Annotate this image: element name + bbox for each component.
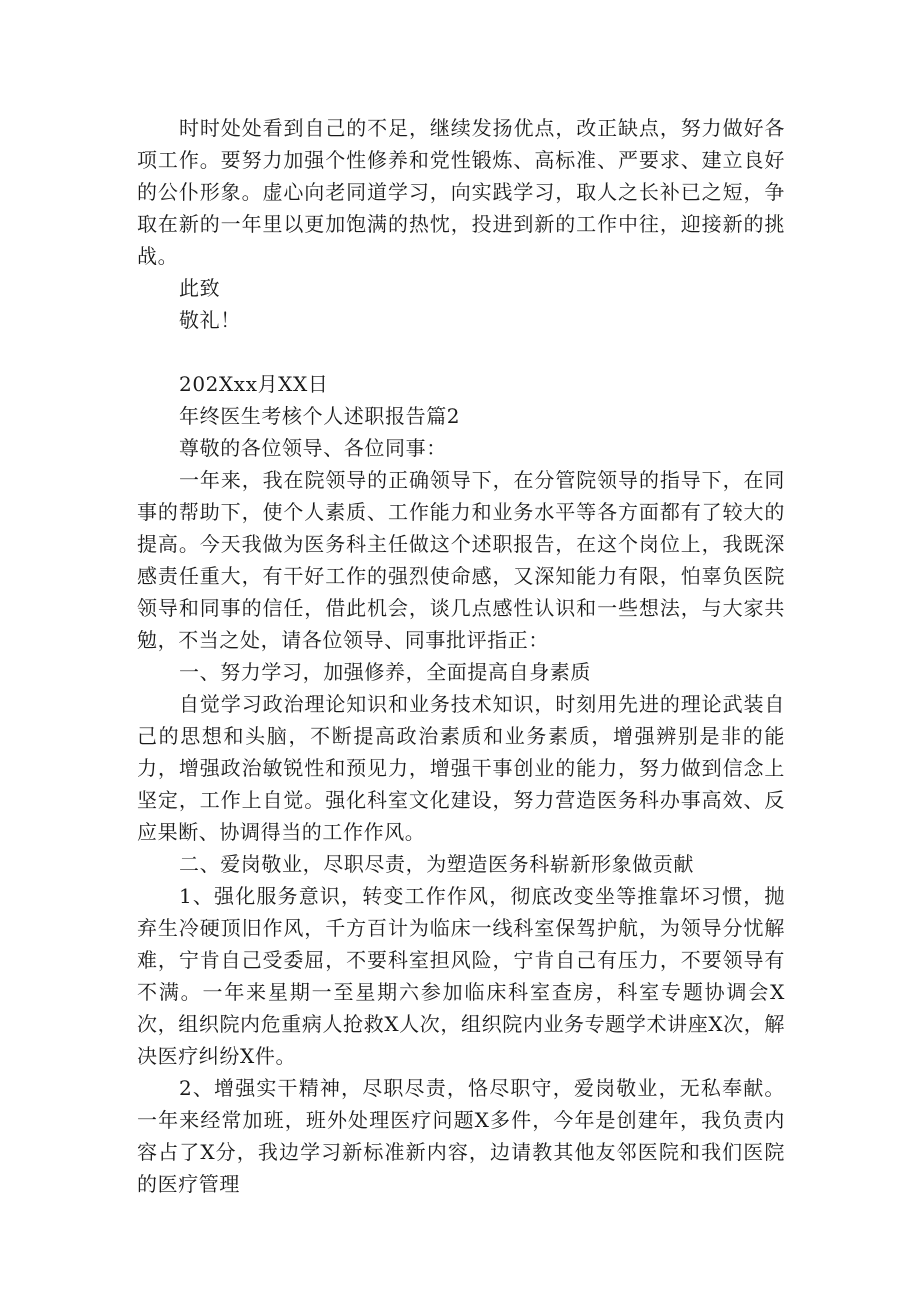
document-date: 202Xxx月XX日 — [179, 372, 329, 396]
salutation-jing-li: 敬礼！ — [179, 308, 241, 332]
document-body — [137, 112, 785, 1200]
paragraph-study: 自觉学习政治理论知识和业务技术知识，时刻用先进的理论武装自己的思想和头脑，不断提高政治素质和业务素质，增强辨别是非的能力，增强政治敏锐性和预见力，增强干事创业的能力，努力做到信念上坚定，工作上自觉。强化科室文化建设，努力营造医务科办事高效、反应果断、协调得当的工作作风。 — [137, 692, 785, 844]
heading-part-one: 一、努力学习，加强修养，全面提高自身素质 — [179, 660, 591, 684]
heading-part-two: 二、爱岗敬业，尽职尽责，为塑造医务科崭新形象做贡献 — [179, 852, 694, 876]
section-title: 年终医生考核个人述职报告篇2 — [179, 404, 461, 428]
paragraph-intro: 一年来，我在院领导的正确领导下，在分管院领导的指导下，在同事的帮助下，使个人素质、工作能力和业务水平等各方面都有了较大的提高。今天我做为医务科主任做这个述职报告，在这个岗位上，我既深感责任重大，有干好工作的强烈使命感，又深知能力有限，怕辜负医院领导和同事的信任，借此机会，谈几点感性认识和一些想法，与大家共勉，不当之处，请各位领导、同事批评指正： — [137, 468, 785, 652]
greeting: 尊敬的各位领导、各位同事： — [179, 436, 447, 460]
paragraph-item-2: 2、增强实干精神，尽职尽责，恪尽职守，爱岗敬业，无私奉献。一年来经常加班，班外处理医疗问题X多件，今年是创建年，我负责内容占了X分，我边学习新标准新内容，边请教其他友邻医院和我们医院的医疗管理 — [137, 1076, 785, 1196]
paragraph-closing-remarks: 时时处处看到自己的不足，继续发扬优点，改正缺点，努力做好各项工作。要努力加强个性修养和党性锻炼、高标准、严要求、建立良好的公仆形象。虚心向老同道学习，向实践学习，取人之长补已之短，争取在新的一年里以更加饱满的热忱，投进到新的工作中往，迎接新的挑战。 — [137, 116, 785, 268]
salutation-ci-zhi: 此致 — [179, 276, 221, 300]
paragraph-item-1: 1、强化服务意识，转变工作作风，彻底改变坐等推靠坏习惯，抛弃生冷硬顶旧作风，千方百计为临床一线科室保驾护航，为领导分忧解难，宁肯自己受委屈，不要科室担风险，宁肯自己有压力，不要领导有不满。一年来星期一至星期六参加临床科室查房，科室专题协调会X次，组织院内危重病人抢救X人次，组织院内业务专题学术讲座X次，解决医疗纠纷X件。 — [137, 884, 785, 1068]
